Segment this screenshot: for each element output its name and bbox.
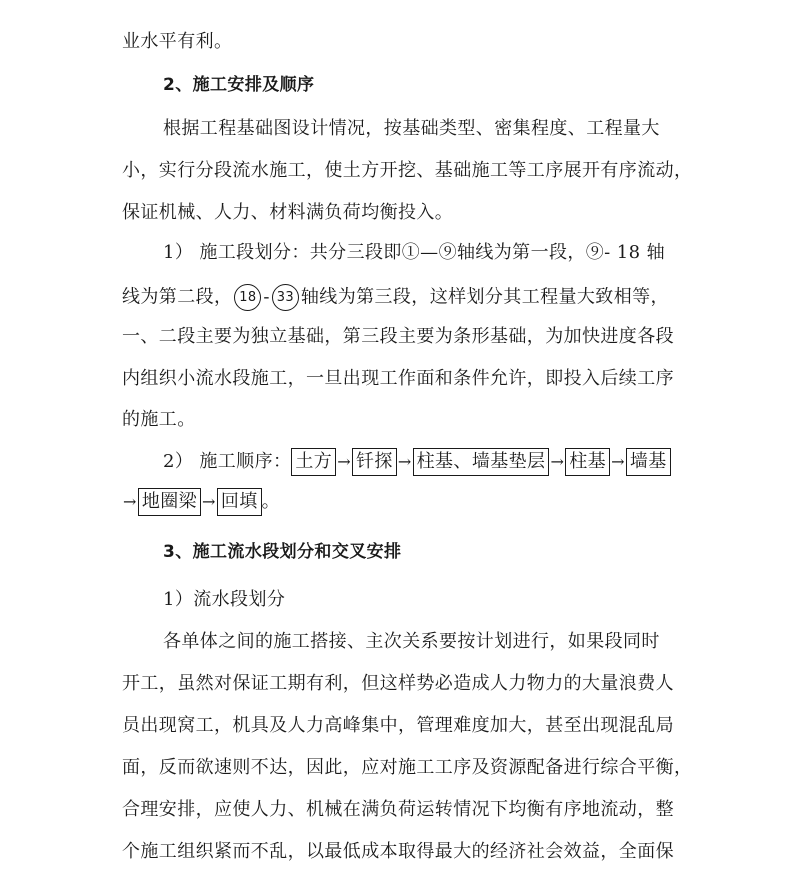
paragraph-line	[122, 284, 669, 311]
arrow-icon: →	[550, 452, 565, 471]
paragraph-line: 员出现窝工，机具及人力高峰集中，管理难度加大，甚至出现混乱局	[122, 715, 674, 736]
section-heading: 2、施工安排及顺序	[163, 75, 315, 95]
paragraph-line	[122, 488, 280, 516]
text-run: 线为第二段，	[122, 286, 233, 308]
paragraph-line: 面，反而欲速则不达，因此，应对施工工序及资源配备进行综合平衡，	[122, 757, 693, 778]
paragraph-line: 根据工程基础图设计情况，按基础类型、密集程度、工程量大	[163, 118, 660, 139]
process-step-box: 柱基、墙基垫层	[413, 448, 550, 476]
text-run: -	[263, 286, 270, 308]
paragraph-line: 一、二段主要为独立基础，第三段主要为条形基础，为加快进度各段	[122, 326, 674, 347]
text-run: 。	[261, 491, 281, 512]
paragraph-line: 各单体之间的施工搭接、主次关系要按计划进行，如果段同时	[163, 631, 660, 652]
text-run: 2） 施工顺序：	[163, 451, 292, 472]
arrow-icon: →	[202, 492, 216, 511]
arrow-icon: →	[397, 452, 412, 471]
arrow-icon: →	[611, 452, 625, 471]
paragraph-line: 合理安排，应使人力、机械在满负荷运转情况下均衡有序地流动，整	[122, 799, 674, 820]
text-run: 轴线为第三段，这样划分其工程量大致相等，	[300, 286, 669, 308]
paragraph-line: 的施工。	[122, 409, 196, 430]
paragraph-line: 开工，虽然对保证工期有利，但这样势必造成人力物力的大量浪费人	[122, 673, 674, 694]
circled-axis-number: 33	[272, 284, 299, 311]
process-step-box: 柱基	[565, 448, 610, 476]
paragraph-line: 业水平有利。	[122, 31, 233, 52]
paragraph-line: 内组织小流水段施工，一旦出现工作面和条件允许，即投入后续工序	[122, 368, 674, 389]
paragraph-line: 1） 施工段划分：共分三段即①—⑨轴线为第一段，⑨- 18 轴	[163, 242, 666, 263]
process-step-box: 地圈梁	[138, 488, 201, 516]
paragraph-line: 保证机械、人力、材料满负荷均衡投入。	[122, 202, 454, 223]
paragraph-line: 1）流水段划分	[163, 589, 286, 610]
paragraph-line: 个施工组织紧而不乱，以最低成本取得最大的经济社会效益，全面保	[122, 841, 674, 862]
paragraph-line: 小，实行分段流水施工，使土方开挖、基础施工等工序展开有序流动，	[122, 160, 693, 181]
paragraph-line	[163, 448, 671, 476]
process-step-box: 土方	[291, 448, 336, 476]
arrow-icon: →	[123, 492, 137, 511]
arrow-icon: →	[337, 452, 351, 471]
section-heading: 3、施工流水段划分和交叉安排	[163, 542, 402, 562]
process-step-box: 回填	[217, 488, 262, 516]
process-step-box: 钎探	[352, 448, 397, 476]
process-step-box: 墙基	[626, 448, 671, 476]
circled-axis-number: 18	[234, 284, 261, 311]
